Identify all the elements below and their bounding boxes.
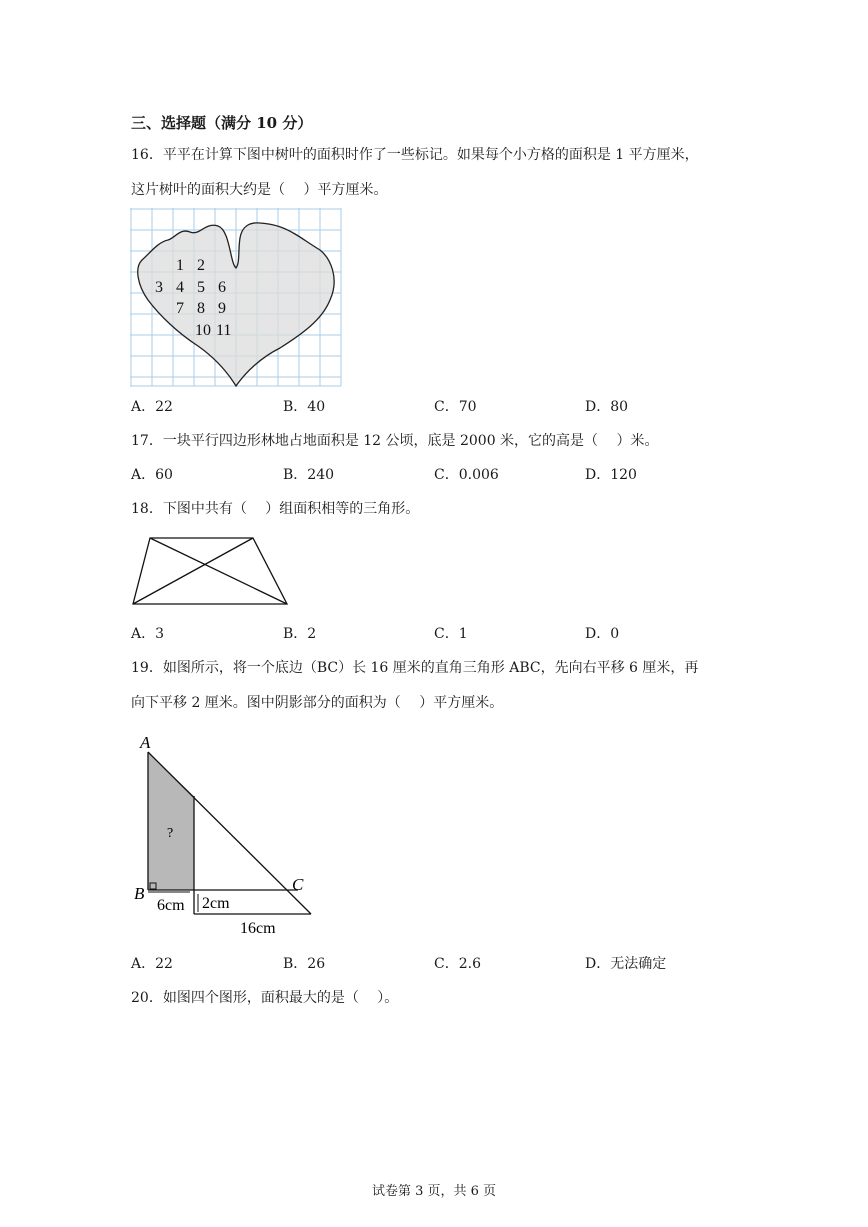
leaf-grid-figure — [130, 208, 342, 388]
diagonal-1 — [150, 538, 287, 604]
grid-mark-8: 8 — [197, 300, 205, 317]
q18-option-c[interactable]: C．1 — [434, 626, 468, 642]
q19-option-a[interactable]: A．22 — [131, 956, 173, 972]
q18-option-d[interactable]: D．0 — [585, 626, 620, 642]
dim-16cm: 16cm — [240, 920, 276, 937]
q16-option-b[interactable]: B．40 — [283, 399, 326, 415]
dim-6cm: 6cm — [157, 897, 185, 914]
grid-mark-5: 5 — [197, 279, 205, 296]
trapezoid-outline — [133, 538, 287, 604]
grid-mark-11: 11 — [216, 322, 232, 339]
q16-option-c[interactable]: C．70 — [434, 399, 477, 415]
q18-option-a[interactable]: A．3 — [131, 626, 165, 642]
q19-stem-line1: 19．如图所示，将一个底边（BC）长 16 厘米的直角三角形 ABC，先向右平移 6 厘米，再 — [131, 660, 699, 676]
q18-option-b[interactable]: B．2 — [283, 626, 317, 642]
dim-2cm: 2cm — [202, 895, 230, 912]
q19-option-c[interactable]: C．2.6 — [434, 956, 481, 972]
triangle-translation-figure — [128, 728, 328, 940]
grid-mark-6: 6 — [218, 279, 226, 296]
label-a: A — [140, 733, 151, 752]
q16-stem-line1: 16．平平在计算下图中树叶的面积时作了一些标记。如果每个小方格的面积是 1 平方厘米， — [131, 147, 699, 163]
q17-option-c[interactable]: C．0.006 — [434, 467, 499, 483]
q19-option-b[interactable]: B．26 — [283, 956, 326, 972]
q17-option-a[interactable]: A．60 — [131, 467, 173, 483]
trapezoid-figure — [130, 534, 290, 608]
label-c: C — [292, 875, 304, 894]
shaded-question-mark: ? — [167, 826, 174, 841]
grid-mark-7: 7 — [176, 300, 184, 317]
q20-stem: 20．如图四个图形，面积最大的是（ ）。 — [131, 990, 399, 1006]
label-b: B — [134, 884, 145, 903]
grid-mark-9: 9 — [218, 300, 226, 317]
grid-mark-3: 3 — [155, 279, 163, 296]
section-title: 三、选择题（满分 10 分） — [131, 114, 313, 132]
q18-stem: 18．下图中共有（ ）组面积相等的三角形。 — [131, 501, 420, 517]
q16-stem-line2: 这片树叶的面积大约是（ ）平方厘米。 — [131, 182, 388, 198]
q17-option-d[interactable]: D．120 — [585, 467, 637, 483]
q16-option-a[interactable]: A．22 — [131, 399, 173, 415]
q17-option-b[interactable]: B．240 — [283, 467, 335, 483]
q16-option-d[interactable]: D．80 — [585, 399, 629, 415]
grid-mark-1: 1 — [176, 257, 184, 274]
q17-stem: 17．一块平行四边形林地占地面积是 12 公顷，底是 2000 米，它的高是（ ）米。 — [131, 433, 659, 449]
diagonal-2 — [133, 538, 253, 604]
q19-stem-line2: 向下平移 2 厘米。图中阴影部分的面积为（ ）平方厘米。 — [131, 695, 504, 711]
grid-mark-10: 10 — [195, 322, 211, 339]
grid-mark-4: 4 — [176, 279, 184, 296]
grid-mark-2: 2 — [197, 257, 205, 274]
q19-option-d[interactable]: D．无法确定 — [585, 956, 667, 972]
page-footer: 试卷第 3 页，共 6 页 — [371, 1184, 497, 1199]
